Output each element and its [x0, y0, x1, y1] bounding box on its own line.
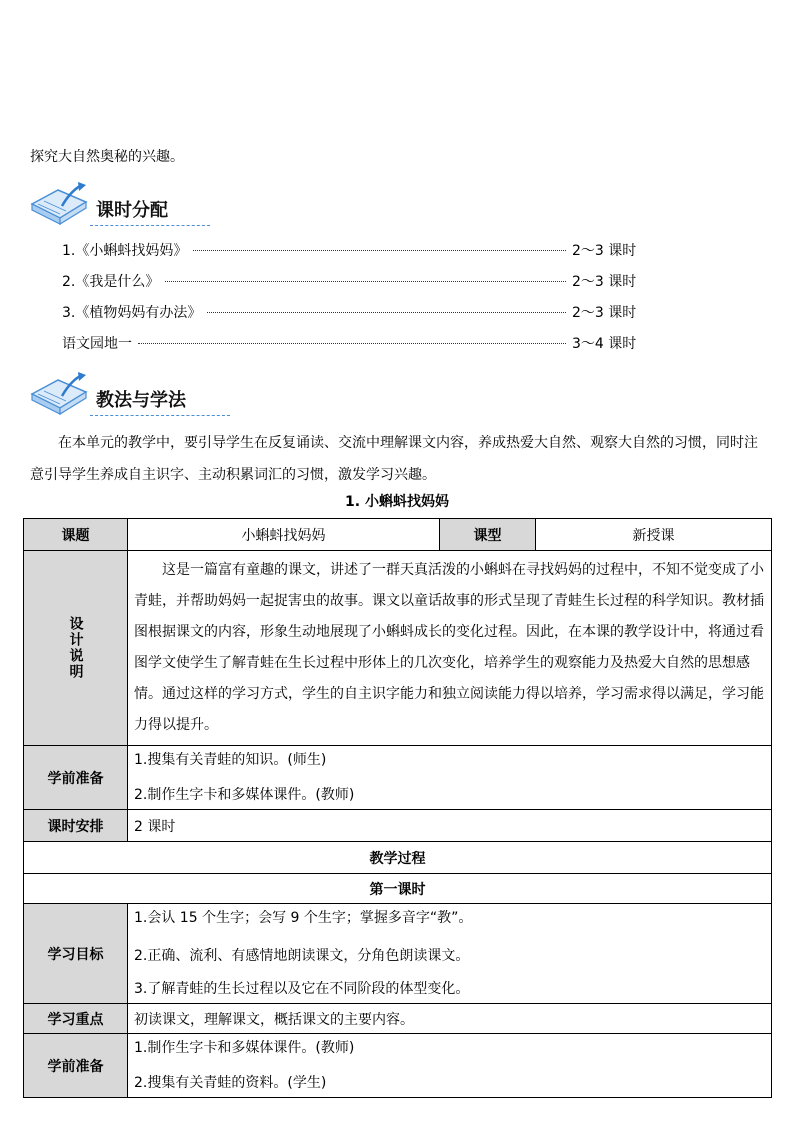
- prep-item: 1.搜集有关青蛙的知识。(师生): [134, 752, 327, 768]
- table-row: [24, 1004, 772, 1034]
- section-title-schedule: 课时分配: [96, 200, 168, 221]
- goal-item: 2.正确、流利、有感情地朗读课文，分角色朗读课文。: [134, 948, 470, 964]
- prep-item: 2.制作生字卡和多媒体课件。(教师): [134, 787, 355, 803]
- prep-label: 学前准备: [24, 746, 128, 810]
- table-row: [24, 810, 772, 842]
- table-row: [24, 842, 772, 874]
- lesson-title: 1. 小蝌蚪找妈妈: [345, 494, 449, 510]
- intro-paragraph-tail: 探究大自然奥秘的兴趣。: [30, 149, 184, 165]
- table-row: [24, 904, 772, 1004]
- design-label: 设计说明: [67, 616, 84, 680]
- open-book-icon: [28, 372, 98, 418]
- section-header-method: [28, 372, 238, 418]
- period-title: 第一课时: [24, 874, 772, 904]
- prep2-item: 1.制作生字卡和多媒体课件。(教师): [134, 1040, 355, 1056]
- goal-item: 3.了解青蛙的生长过程以及它在不同阶段的体型变化。: [134, 981, 470, 997]
- table-row: [24, 551, 772, 746]
- section-underline: [90, 225, 210, 226]
- open-book-icon: [28, 182, 98, 228]
- table-row: [24, 874, 772, 904]
- table-row: [24, 519, 772, 551]
- schedule-list: [62, 240, 642, 364]
- section-header-schedule: [28, 182, 218, 228]
- schedule-label: 课时安排: [24, 810, 128, 842]
- section-title-method: 教法与学法: [96, 390, 186, 411]
- schedule-item: 语文园地一 3～4 课时: [62, 336, 637, 352]
- topic-value: 小蝌蚪找妈妈: [128, 519, 440, 551]
- type-label: 课型: [440, 519, 536, 551]
- schedule-item: 2.《我是什么》 2～3 课时: [62, 274, 637, 290]
- section-underline: [90, 415, 230, 416]
- method-paragraph: 在本单元的教学中，要引导学生在反复诵读、交流中理解课文内容，养成热爱大自然、观察大自然的习惯，同时注意引导学生养成自主识字、主动积累词汇的习惯，激发学习兴趣。: [30, 435, 758, 483]
- prep2-item: 2.搜集有关青蛙的资料。(学生): [134, 1075, 327, 1091]
- design-text: 这是一篇富有童趣的课文，讲述了一群天真活泼的小蝌蚪在寻找妈妈的过程中，不知不觉变成了小青蛙，并帮助妈妈一起捉害虫的故事。课文以童话故事的形式呈现了青蛙生长过程的科学知识。教材插图根据课文的内容，形象生动地展现了小蝌蚪成长的变化过程。因此，在本课的教学设计中，将通过看图学文使学生了解青蛙在生长过程中形体上的几次变化，培养学生的观察能力及热爱大自然的思想感情。通过这样的学习方式，学生的自主识字能力和独立阅读能力得以培养，学习需求得以满足，学习能力得以提升。: [134, 562, 764, 733]
- focus-label: 学习重点: [24, 1004, 128, 1034]
- prep2-label: 学前准备: [24, 1034, 128, 1098]
- table-row: [24, 1034, 772, 1098]
- schedule-item: 1.《小蝌蚪找妈妈》 2～3 课时: [62, 243, 637, 259]
- type-value: 新授课: [536, 519, 772, 551]
- goal-item: 1.会认 15 个生字；会写 9 个生字；掌握多音字“教”。: [134, 910, 473, 926]
- topic-label: 课题: [24, 519, 128, 551]
- lesson-plan-table: [23, 518, 772, 1098]
- table-row: [24, 746, 772, 810]
- focus-value: 初读课文，理解课文，概括课文的主要内容。: [128, 1004, 772, 1034]
- process-title: 教学过程: [24, 842, 772, 874]
- goals-label: 学习目标: [24, 904, 128, 1004]
- schedule-value: 2 课时: [128, 810, 772, 842]
- schedule-item: 3.《植物妈妈有办法》 2～3 课时: [62, 305, 637, 321]
